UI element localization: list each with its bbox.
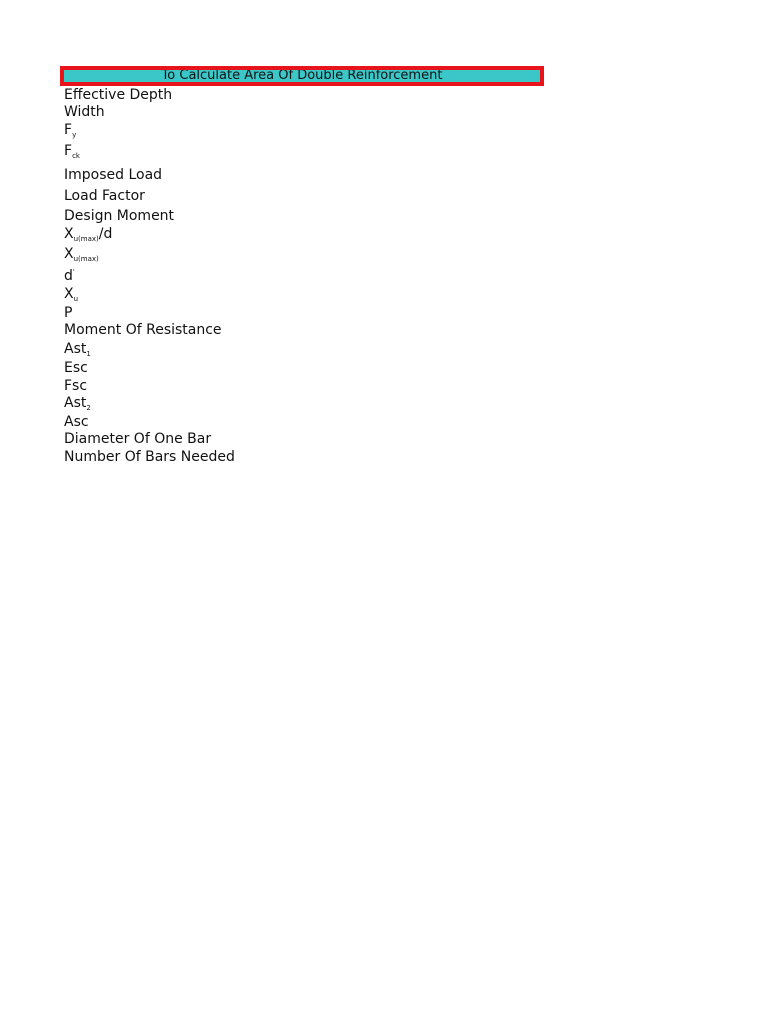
row-label: X [64, 286, 74, 302]
row-xumax-over-d [64, 226, 112, 242]
row-fy [64, 122, 76, 138]
row-diameter-of-one-bar [64, 431, 211, 447]
row-label: Load Factor [64, 188, 145, 204]
row-fck [64, 143, 80, 159]
row-label: Esc [64, 360, 88, 376]
row-label: d [64, 268, 73, 284]
row-number-of-bars-needed [64, 449, 235, 465]
row-subscript: u [73, 295, 79, 303]
row-subscript: 2 [86, 404, 91, 412]
row-label: Moment Of Resistance [64, 322, 222, 338]
row-label: Design Moment [64, 208, 175, 224]
row-label: Imposed Load [64, 167, 163, 183]
row-effective-depth [64, 87, 172, 103]
row-label: Ast [64, 341, 87, 357]
row-label: Fsc [64, 378, 88, 394]
row-imposed-load [64, 167, 162, 183]
row-xumax [64, 246, 99, 262]
row-label: F [64, 122, 73, 138]
row-p [64, 305, 72, 321]
row-subscript: 1 [86, 350, 91, 358]
row-load-factor [64, 188, 145, 204]
row-subscript: y [72, 131, 77, 139]
row-label: Width [64, 104, 105, 120]
row-label: X [64, 226, 74, 242]
title-text: To Calculate Area Of Double Reinforcement [161, 68, 443, 83]
row-ast2 [64, 395, 91, 411]
row-fsc [64, 378, 87, 394]
row-label: Number Of Bars Needed [64, 449, 235, 465]
row-width [64, 104, 105, 120]
row-asc [64, 414, 89, 430]
row-d-prime [64, 268, 75, 284]
row-subscript: ck [72, 152, 80, 160]
row-esc [64, 360, 88, 376]
row-label: Diameter Of One Bar [64, 431, 212, 447]
row-label: Asc [64, 414, 89, 430]
row-xu [64, 286, 78, 302]
title-banner [60, 66, 544, 86]
row-label: X [64, 246, 74, 262]
row-suffix: /d [98, 226, 113, 242]
row-superscript: ' [72, 268, 75, 276]
row-label: Effective Depth [64, 87, 173, 103]
row-label: P [64, 305, 73, 321]
row-design-moment [64, 208, 174, 224]
row-label: Ast [64, 395, 87, 411]
row-label: F [64, 143, 73, 159]
row-subscript: u(max) [73, 255, 99, 263]
row-ast1 [64, 341, 91, 357]
row-moment-of-resistance [64, 322, 222, 338]
row-subscript: u(max) [73, 235, 99, 243]
